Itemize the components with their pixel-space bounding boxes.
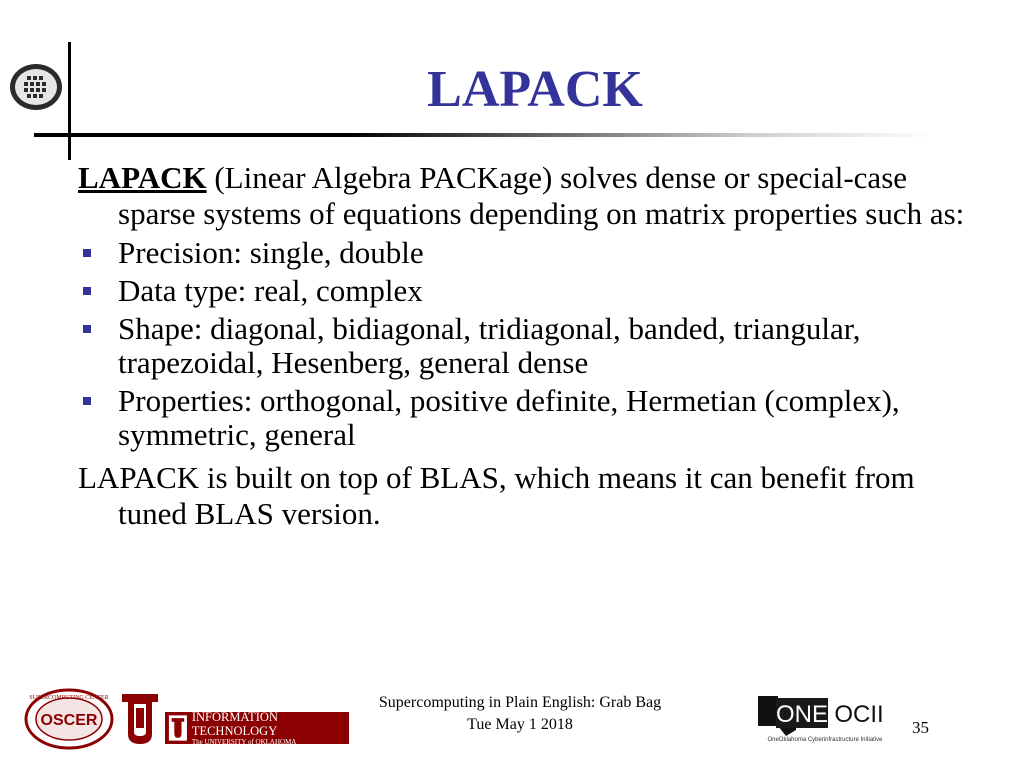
svg-text:SUPERCOMPUTING CENTER: SUPERCOMPUTING CENTER [29,695,109,701]
list-item: Precision: single, double [78,236,978,270]
footer-course-title: Supercomputing in Plain English: Grab Bag [378,694,662,711]
square-bullet-icon [83,325,91,333]
page-number: 35 [912,718,929,737]
oneocii-logo-icon [756,692,894,744]
slide-footer [320,692,720,736]
slide-vertical-rule [68,42,71,160]
svg-text:ONE: ONE [775,701,829,728]
intro-lead-term: LAPACK [78,160,207,195]
supercomputer-logo-icon [8,62,64,112]
square-bullet-icon [83,397,91,405]
slide-body [78,160,978,532]
list-item: Shape: diagonal, bidiagonal, tridiagonal, banded, triangular, trapezoidal, Hesenberg, general dense [78,312,978,380]
ou-small-logo-icon [168,713,188,743]
intro-paragraph [78,160,978,232]
it-logo-title: INFORMATION TECHNOLOGY [191,710,278,738]
properties-list [78,236,978,452]
it-logo-subtitle: The UNIVERSITY of OKLAHOMA [191,738,297,746]
slide-horizontal-rule [34,133,934,137]
svg-text:OneOklahoma Cyberinfrastructur: OneOklahoma Cyberinfrastructure Initiative [767,737,883,743]
footer-date: Tue May 1 2018 [467,716,573,733]
closing-paragraph: LAPACK is built on top of BLAS, which means it can benefit from tuned BLAS version. [78,460,915,531]
ou-logo-icon [118,690,162,750]
svg-text:OSCER: OSCER [40,712,98,729]
slide-title: LAPACK [427,61,643,118]
oscer-logo-icon [24,688,114,750]
intro-text: (Linear Algebra PACKage) solves dense or special-case sparse systems of equations depending on matrix properties such as: [118,160,965,231]
square-bullet-icon [83,249,91,257]
list-item: Properties: orthogonal, positive definite, Hermetian (complex), symmetric, general [78,384,978,452]
square-bullet-icon [83,287,91,295]
list-item: Data type: real, complex [78,274,978,308]
svg-text:OCII: OCII [834,701,884,728]
